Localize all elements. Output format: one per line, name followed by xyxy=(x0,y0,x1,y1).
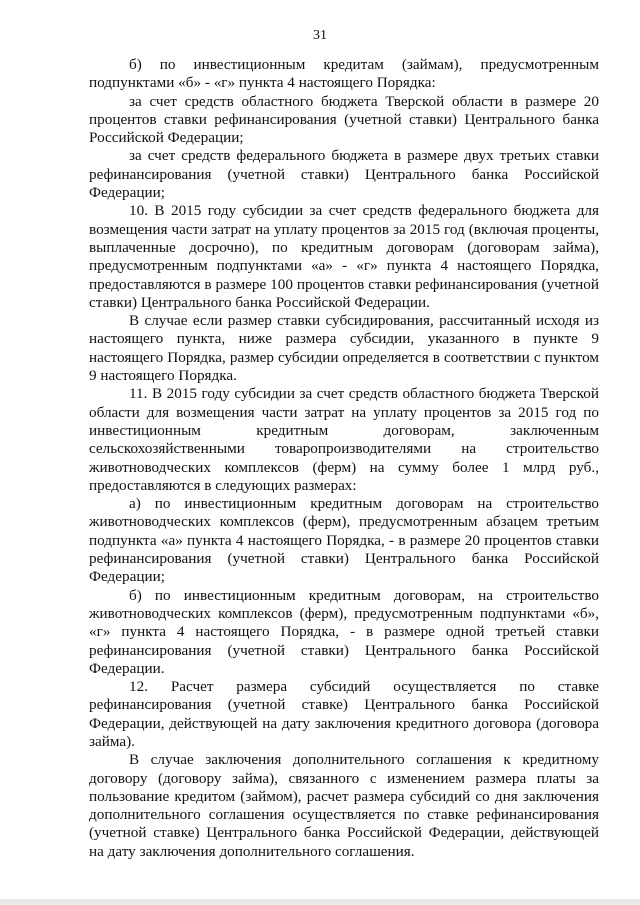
document-body xyxy=(89,56,599,861)
paragraph-item-10: 10. В 2015 году субсидии за счет средств федерального бюджета для возмещения части затрат на уплату процентов за 2015 год (включая проценты, выплаченные досрочно), по кредитным договорам (договорам займа), предусмотренным подпунктами «а» - «г» пункта 4 настоящего Порядка, предоставляются в размере 100 процентов ставки рефинансирования (учетной ставки) Центрального банка Российской Федерации. xyxy=(89,202,599,311)
page-number: 31 xyxy=(313,28,327,43)
paragraph-item-10-note: В случае если размер ставки субсидирования, рассчитанный исходя из настоящего пункта, ниже размера субсидии, указанного в пункте 9 настоящего Порядка, размер субсидии определяется в соответствии с пунктом 9 настоящего Порядка. xyxy=(89,312,599,385)
paragraph-item-11b: б) по инвестиционным кредитным договорам, на строительство животноводческих комплексов (ферм), предусмотренным подпунктами «б», «г» пункта 4 настоящего Порядка, - в размере одной третьей ставки рефинансирования (учетной ставки) Центрального банка Российской Федерации. xyxy=(89,586,599,677)
paragraph-1b-intro: б) по инвестиционным кредитам (займам), предусмотренным подпунктами «б» - «г» пункта 4 настоящего Порядка: xyxy=(89,56,599,92)
paragraph-regional-budget: за счет средств областного бюджета Тверской области в размере 20 процентов ставки рефинансирования (учетной ставки) Центрального банка Российской Федерации; xyxy=(89,92,599,147)
paragraph-item-11a: а) по инвестиционным кредитным договорам на строительство животноводческих комплексов (ферм), предусмотренным абзацем третьим подпункта «а» пункта 4 настоящего Порядка, - в размере 20 процентов ставки рефинансирования (учетной ставки) Центрального банка Российской Федерации; xyxy=(89,495,599,586)
page-bottom-edge xyxy=(0,899,640,905)
paragraph-item-11: 11. В 2015 году субсидии за счет средств областного бюджета Тверской области для возмещения части затрат на уплату процентов за 2015 год по инвестиционным кредитным договорам, заключенным сельскохозяйственными товаропроизводителями на строительство животноводческих комплексов (ферм) на сумму более 1 млрд руб., предоставляются в следующих размерах: xyxy=(89,385,599,494)
paragraph-federal-budget: за счет средств федерального бюджета в размере двух третьих ставки рефинансирования (учетной ставки) Центрального банка Российской Федерации; xyxy=(89,147,599,202)
paragraph-item-12-note: В случае заключения дополнительного соглашения к кредитному договору (договору займа), связанного с изменением размера платы за пользование кредитом (займом), расчет размера субсидий со дня заключения дополнительного соглашения осуществляется по ставке рефинансирования (учетной ставке) Центрального банка Российской Федерации, действующей на дату заключения дополнительного соглашения. xyxy=(89,751,599,860)
paragraph-item-12: 12. Расчет размера субсидий осуществляется по ставке рефинансирования (учетной ставке) Центрального банка Российской Федерации, действующей на дату заключения кредитного договора (договора займа). xyxy=(89,678,599,750)
